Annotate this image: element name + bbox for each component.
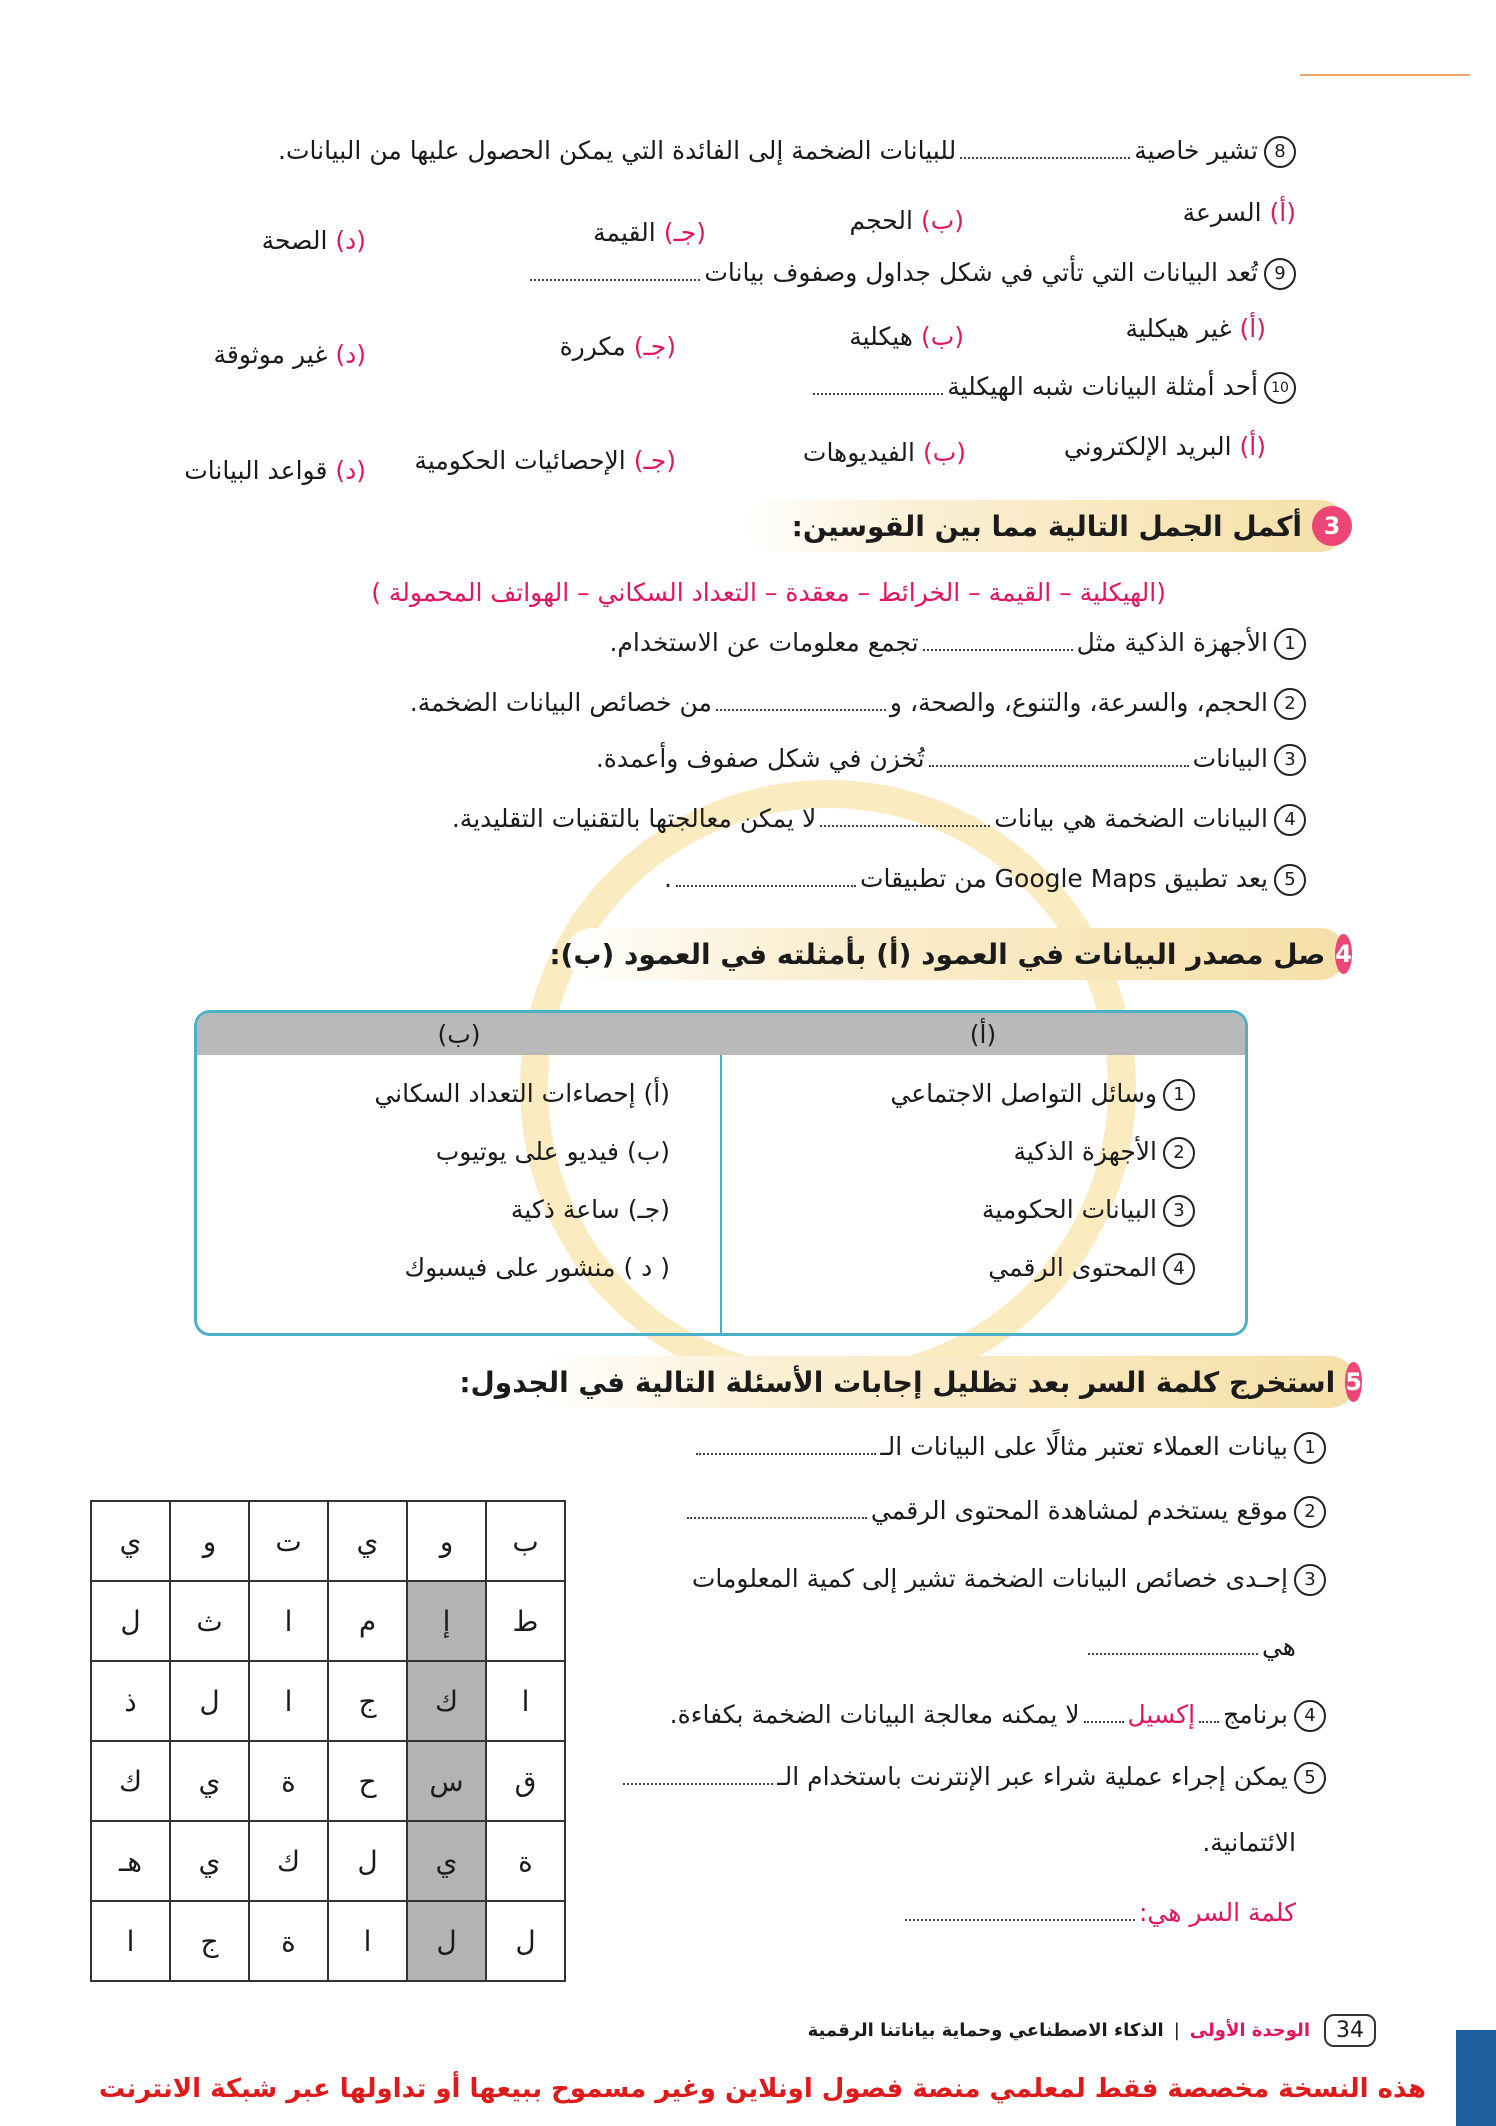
column-a-header: (أ) bbox=[721, 1013, 1245, 1055]
section-3-choices: (الهيكلية – القيمة – الخرائط – معقدة – التعداد السكاني – الهواتف المحمولة ) bbox=[371, 578, 1166, 607]
s5-item-4: 4برنامجإكسيللا يمكنه معالجة البيانات الضخمة بكفاءة. bbox=[670, 1700, 1326, 1732]
column-b-header: (ب) bbox=[197, 1013, 721, 1055]
grid-cell[interactable]: ة bbox=[486, 1821, 565, 1901]
section-5-title: استخرج كلمة السر بعد تظليل إجابات الأسئلة التالية في الجدول: bbox=[459, 1365, 1336, 1399]
answer-blank[interactable] bbox=[623, 1783, 773, 1785]
answer-blank[interactable] bbox=[923, 649, 1073, 651]
column-a bbox=[721, 1055, 1245, 1333]
grid-cell[interactable]: ق bbox=[486, 1741, 565, 1821]
q8-option-a[interactable]: (أ) السرعة bbox=[1182, 198, 1296, 227]
answer-blank[interactable] bbox=[1088, 1653, 1258, 1655]
q10-option-b[interactable]: (ب) الفيديوهات bbox=[802, 438, 966, 467]
answer-blank[interactable] bbox=[813, 393, 943, 395]
answer-blank[interactable] bbox=[676, 885, 856, 887]
footer-divider: | bbox=[1173, 2019, 1180, 2041]
grid-cell[interactable]: ح bbox=[328, 1741, 407, 1821]
grid-cell[interactable]: ة bbox=[249, 1741, 328, 1821]
grid-cell[interactable]: ل bbox=[170, 1661, 249, 1741]
col-b-item[interactable]: (ب) فيديو على يوتيوب bbox=[435, 1137, 670, 1166]
grid-cell[interactable]: ك bbox=[249, 1821, 328, 1901]
footer-side-bar bbox=[1456, 2030, 1496, 2126]
section-3-badge: 3 bbox=[1312, 506, 1352, 546]
grid-cell[interactable]: ك bbox=[91, 1741, 170, 1821]
grid-cell[interactable]: ا bbox=[91, 1901, 170, 1981]
col-b-item[interactable]: (أ) إحصاءات التعداد السكاني bbox=[374, 1079, 670, 1108]
matching-table bbox=[194, 1010, 1248, 1336]
s3-item-5: 5يعد تطبيق Google Maps من تطبيقات. bbox=[664, 864, 1306, 896]
grid-cell[interactable]: هـ bbox=[91, 1821, 170, 1901]
col-b-item[interactable]: ( د ) منشور على فيسبوك bbox=[404, 1253, 670, 1282]
s5-item-5: 5يمكن إجراء عملية شراء عبر الإنترنت باستخدام الـ bbox=[619, 1762, 1326, 1794]
grid-cell[interactable]: ج bbox=[170, 1901, 249, 1981]
col-a-item[interactable]: 2الأجهزة الذكية bbox=[742, 1123, 1195, 1181]
grid-cell[interactable]: ل bbox=[328, 1821, 407, 1901]
unit-label: الوحدة الأولى bbox=[1189, 2019, 1310, 2041]
grid-cell[interactable]: ذ bbox=[91, 1661, 170, 1741]
grid-cell[interactable]: ا bbox=[328, 1901, 407, 1981]
s5-item-1: 1بيانات العملاء تعتبر مثالًا على البيانات الـ bbox=[692, 1432, 1326, 1464]
section-4-badge: 4 bbox=[1335, 934, 1352, 974]
grid-cell[interactable]: ا bbox=[249, 1581, 328, 1661]
footer bbox=[476, 2010, 1376, 2050]
col-b-item[interactable]: (جـ) ساعة ذكية bbox=[510, 1195, 670, 1224]
question-10: 10أحد أمثلة البيانات شبه الهيكلية bbox=[809, 372, 1296, 404]
answer-blank[interactable] bbox=[696, 1453, 876, 1455]
q9-option-a[interactable]: (أ) غير هيكلية bbox=[1125, 314, 1266, 343]
q10-option-c[interactable]: (جـ) الإحصائيات الحكومية bbox=[414, 446, 676, 475]
grid-cell[interactable]: ك bbox=[407, 1661, 486, 1741]
q10-option-a[interactable]: (أ) البريد الإلكتروني bbox=[1063, 432, 1266, 461]
q9-option-d[interactable]: (د) غير موثوقة bbox=[213, 340, 366, 369]
question-8: 8تشير خاصيةللبيانات الضخمة إلى الفائدة التي يمكن الحصول عليها من البيانات. bbox=[278, 136, 1296, 168]
q9-option-c[interactable]: (جـ) مكررة bbox=[559, 332, 676, 361]
copyright-notice: هذه النسخة مخصصة فقط لمعلمي منصة فصول اونلاين وغير مسموح ببيعها أو تداولها عبر شبكة الانترنت bbox=[98, 2074, 1426, 2104]
password-line: كلمة السر هي: bbox=[901, 1898, 1296, 1927]
q8-option-c[interactable]: (جـ) القيمة bbox=[593, 218, 706, 247]
q9-option-b[interactable]: (ب) هيكلية bbox=[849, 322, 964, 351]
grid-cell[interactable]: م bbox=[328, 1581, 407, 1661]
s5-item-3: 3إحـدى خصائص البيانات الضخمة تشير إلى كمية المعلومات bbox=[692, 1564, 1326, 1596]
answer-blank[interactable] bbox=[960, 157, 1130, 159]
col-a-item[interactable]: 3البيانات الحكومية bbox=[742, 1181, 1195, 1239]
grid-cell[interactable]: س bbox=[407, 1741, 486, 1821]
s3-item-3: 3البياناتتُخزن في شكل صفوف وأعمدة. bbox=[596, 744, 1306, 776]
grid-cell[interactable]: ل bbox=[91, 1581, 170, 1661]
password-blank[interactable] bbox=[905, 1919, 1135, 1921]
q10-option-d[interactable]: (د) قواعد البيانات bbox=[184, 456, 366, 485]
section-3-title: أكمل الجمل التالية مما بين القوسين: bbox=[791, 509, 1302, 543]
section-3-header bbox=[746, 500, 1346, 552]
section-4-header bbox=[549, 928, 1352, 980]
grid-cell[interactable]: ي bbox=[328, 1501, 407, 1581]
col-a-item[interactable]: 4المحتوى الرقمي bbox=[742, 1239, 1195, 1297]
grid-cell[interactable]: ج bbox=[328, 1661, 407, 1741]
section-5-header bbox=[459, 1356, 1362, 1408]
grid-cell[interactable]: إ bbox=[407, 1581, 486, 1661]
grid-row bbox=[91, 1741, 565, 1821]
grid-cell[interactable]: و bbox=[407, 1501, 486, 1581]
col-a-item[interactable]: 1وسائل التواصل الاجتماعي bbox=[742, 1065, 1195, 1123]
s3-item-1: 1الأجهزة الذكية مثلتجمع معلومات عن الاستخدام. bbox=[609, 628, 1306, 660]
grid-row bbox=[91, 1501, 565, 1581]
column-b bbox=[197, 1055, 721, 1333]
grid-row bbox=[91, 1661, 565, 1741]
s3-item-2: 2الحجم، والسرعة، والتنوع، والصحة، ومن خصائص البيانات الضخمة. bbox=[410, 688, 1306, 720]
answer-blank[interactable] bbox=[820, 825, 990, 827]
grid-cell[interactable]: ا bbox=[249, 1661, 328, 1741]
answer-blank[interactable] bbox=[716, 709, 886, 711]
top-decor-line bbox=[1300, 74, 1470, 76]
grid-row bbox=[91, 1821, 565, 1901]
s5-item-5-cont: الائتمانية. bbox=[1202, 1828, 1296, 1857]
grid-cell[interactable]: ط bbox=[486, 1581, 565, 1661]
grid-cell[interactable]: ت bbox=[249, 1501, 328, 1581]
grid-cell[interactable]: ل bbox=[407, 1901, 486, 1981]
grid-cell[interactable]: ي bbox=[407, 1821, 486, 1901]
grid-cell[interactable]: ي bbox=[91, 1501, 170, 1581]
grid-cell[interactable]: ل bbox=[486, 1901, 565, 1981]
s5-item-3-cont: هي bbox=[1084, 1632, 1296, 1661]
s5-item-2: 2موقع يستخدم لمشاهدة المحتوى الرقمي bbox=[683, 1496, 1326, 1528]
section-5-badge: 5 bbox=[1345, 1362, 1362, 1402]
s5-item-4-answer: إكسيل bbox=[1127, 1700, 1196, 1729]
s3-item-4: 4البيانات الضخمة هي بياناتلا يمكن معالجتها بالتقنيات التقليدية. bbox=[452, 804, 1306, 836]
word-search-grid bbox=[90, 1500, 566, 1982]
page-number: 34 bbox=[1324, 2014, 1376, 2047]
answer-blank[interactable] bbox=[687, 1517, 867, 1519]
grid-row bbox=[91, 1581, 565, 1661]
q8-option-d[interactable]: (د) الصحة bbox=[261, 226, 366, 255]
grid-cell[interactable]: ي bbox=[170, 1821, 249, 1901]
grid-cell[interactable]: ي bbox=[170, 1741, 249, 1821]
grid-row bbox=[91, 1901, 565, 1981]
section-4-title: صل مصدر البيانات في العمود (أ) بأمثلته في العمود (ب): bbox=[549, 937, 1326, 971]
grid-cell[interactable]: ث bbox=[170, 1581, 249, 1661]
question-9: 9تُعد البيانات التي تأتي في شكل جداول وصفوف بيانات bbox=[526, 258, 1296, 290]
answer-blank[interactable] bbox=[929, 765, 1189, 767]
answer-blank[interactable] bbox=[530, 279, 700, 281]
unit-title: الذكاء الاصطناعي وحماية بياناتنا الرقمية bbox=[807, 2019, 1164, 2041]
grid-cell[interactable]: ب bbox=[486, 1501, 565, 1581]
grid-cell[interactable]: و bbox=[170, 1501, 249, 1581]
grid-cell[interactable]: ا bbox=[486, 1661, 565, 1741]
q8-option-b[interactable]: (ب) الحجم bbox=[849, 206, 964, 235]
grid-cell[interactable]: ة bbox=[249, 1901, 328, 1981]
